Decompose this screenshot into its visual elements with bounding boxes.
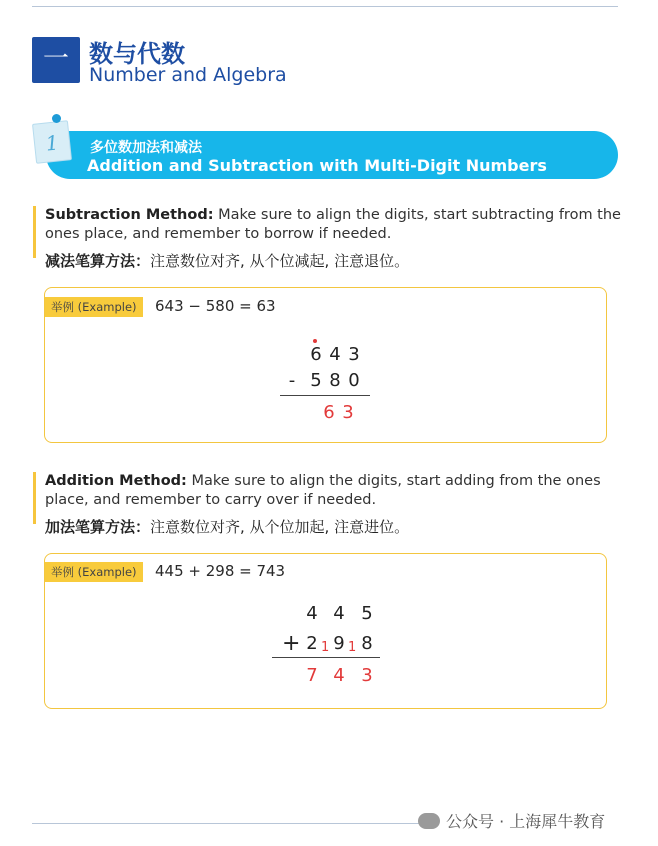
add-carry-digit: 1 <box>321 640 330 655</box>
sub-result-line <box>280 395 370 396</box>
subtraction-accent-bar <box>33 206 36 258</box>
add-top-digit: 4 <box>306 603 318 624</box>
addition-method-label: Addition Method: <box>45 473 187 489</box>
addition-vertical-calc <box>272 603 382 693</box>
add-bottom-digit: 8 <box>361 633 373 654</box>
add-operator: + <box>282 631 301 656</box>
chapter-title-en: Number and Algebra <box>89 64 287 86</box>
topic-number-card <box>32 120 72 164</box>
subtraction-example-badge: 举例 (Example) <box>45 297 143 317</box>
chapter-number-badge <box>32 37 80 83</box>
pin-icon <box>52 114 61 123</box>
sub-top-digit: 6 <box>310 344 322 365</box>
add-result-line <box>272 657 380 658</box>
subtraction-method-label: Subtraction Method: <box>45 207 214 223</box>
topic-number: 1 <box>44 130 60 156</box>
addition-method-cn-body: 注意数位对齐, 从个位加起, 注意进位。 <box>150 518 410 536</box>
add-top-digit: 5 <box>361 603 373 624</box>
borrow-dot <box>313 339 317 343</box>
chapter-number: 一 <box>42 44 69 74</box>
subtraction-method-body: Make sure to align the digits, start subtracting from the ones place, and remember to borrow if needed. <box>45 207 621 242</box>
wechat-icon <box>418 813 440 829</box>
bottom-divider <box>32 823 432 824</box>
add-top-digit: 4 <box>333 603 345 624</box>
subtraction-method-cn <box>45 250 409 271</box>
sub-bottom-digit: 5 <box>310 370 322 391</box>
sub-top-digit: 3 <box>348 344 360 365</box>
subtraction-method-text <box>45 206 625 244</box>
sub-top-digit: 4 <box>329 344 341 365</box>
add-carry-digit: 1 <box>348 640 357 655</box>
add-bottom-digit: 9 <box>333 633 345 654</box>
addition-equation: 445 + 298 = 743 <box>155 562 286 580</box>
sub-operator: - <box>288 370 296 391</box>
watermark-text: 公众号 · 上海犀牛教育 <box>446 812 606 831</box>
wechat-watermark <box>418 809 605 832</box>
subtraction-vertical-calc <box>280 344 372 434</box>
topic-title-cn: 多位数加法和减法 <box>90 140 202 156</box>
top-divider <box>32 6 618 7</box>
sub-result-digit: 6 <box>323 402 335 423</box>
add-result-digit: 4 <box>333 665 345 686</box>
addition-method-cn-label: 加法笔算方法： <box>45 518 151 536</box>
sub-bottom-digit: 0 <box>348 370 360 391</box>
addition-method-text <box>45 472 625 510</box>
addition-example-badge: 举例 (Example) <box>45 562 143 582</box>
subtraction-method-cn-body: 注意数位对齐, 从个位减起, 注意退位。 <box>150 252 410 270</box>
addition-accent-bar <box>33 472 36 524</box>
add-result-digit: 3 <box>361 665 373 686</box>
sub-bottom-digit: 8 <box>329 370 341 391</box>
chapter-title-cn: 数与代数 <box>89 40 185 68</box>
sub-result-digit: 3 <box>342 402 354 423</box>
add-bottom-digit: 2 <box>306 633 318 654</box>
topic-title-en: Addition and Subtraction with Multi-Digit Numbers <box>87 156 547 175</box>
addition-method-body: Make sure to align the digits, start adding from the ones place, and remember to carry over if needed. <box>45 473 601 508</box>
subtraction-equation: 643 − 580 = 63 <box>155 297 276 315</box>
addition-method-cn <box>45 516 409 537</box>
add-result-digit: 7 <box>306 665 318 686</box>
subtraction-method-cn-label: 减法笔算方法： <box>45 252 151 270</box>
